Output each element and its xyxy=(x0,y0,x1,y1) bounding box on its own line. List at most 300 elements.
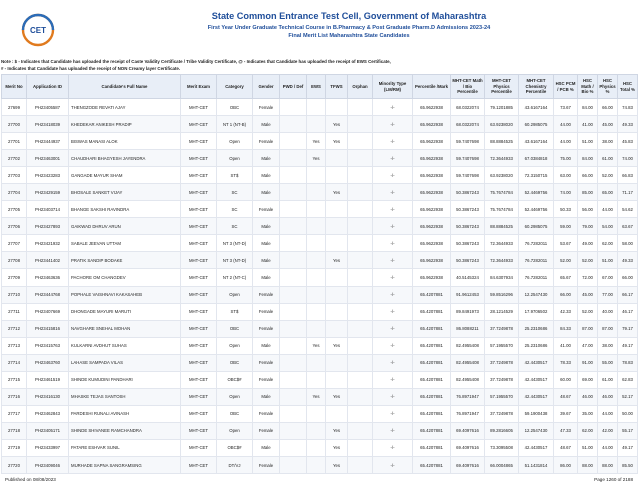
table-cell: 52.00 xyxy=(578,252,598,269)
table-cell: 42.33 xyxy=(554,303,578,320)
table-cell xyxy=(348,269,373,286)
table-cell: 87.00 xyxy=(598,320,618,337)
table-cell: 51.1431814 xyxy=(519,456,554,473)
table-cell xyxy=(307,218,326,235)
table-cell: NT 2 (NT-C) xyxy=(217,269,253,286)
table-row xyxy=(2,337,638,354)
table-cell: PH23441402 xyxy=(27,252,69,269)
table-cell: 65.4207881 xyxy=(413,422,451,439)
table-cell xyxy=(280,354,307,371)
table-cell: 60.2985075 xyxy=(519,116,554,133)
table-cell xyxy=(348,99,373,116)
table-cell: 38.00 xyxy=(598,133,618,150)
table-cell: MHT-CET xyxy=(181,133,217,150)
table-cell: 57.1955570 xyxy=(485,337,519,354)
table-cell: PH23418039 xyxy=(27,116,69,133)
table-cell: 76.8971947 xyxy=(451,405,485,422)
table-cell xyxy=(326,218,348,235)
table-cell xyxy=(280,371,307,388)
table-cell: 62.83 xyxy=(618,371,638,388)
table-cell: MHT-CET xyxy=(181,405,217,422)
table-cell: Female xyxy=(253,320,280,337)
table-cell: Open xyxy=(217,422,253,439)
table-row xyxy=(2,150,638,167)
table-cell: 88.00 xyxy=(598,456,618,473)
table-cell: 27715 xyxy=(2,371,27,388)
table-cell xyxy=(326,303,348,320)
table-cell xyxy=(326,371,348,388)
table-cell: Male xyxy=(253,337,280,354)
table-cell: PH23403714 xyxy=(27,201,69,218)
table-cell: Male xyxy=(253,116,280,133)
table-cell: MHT-CET xyxy=(181,201,217,218)
table-cell: PH23463760 xyxy=(27,354,69,371)
table-cell: PRATIK SANDIP BODAKE xyxy=(69,252,181,269)
table-cell: Yes xyxy=(326,388,348,405)
table-cell: 42.4430517 xyxy=(519,388,554,405)
table-cell: 27710 xyxy=(2,286,27,303)
table-cell: 66.17 xyxy=(618,286,638,303)
table-cell: 79.00 xyxy=(578,218,598,235)
table-cell: 78.33 xyxy=(554,354,578,371)
table-cell: 62.00 xyxy=(578,422,598,439)
column-header: MHT-CET Math / Bio Percentile xyxy=(451,75,485,99)
table-cell: NT 3 (NT-D) xyxy=(217,252,253,269)
table-cell: PH23409046 xyxy=(27,456,69,473)
table-cell: Male xyxy=(253,184,280,201)
table-cell: 52.17 xyxy=(618,388,638,405)
table-cell: 88.8884525 xyxy=(485,133,519,150)
table-cell: PH23463636 xyxy=(27,269,69,286)
table-cell: 59.8516296 xyxy=(485,286,519,303)
table-cell xyxy=(348,354,373,371)
table-cell xyxy=(348,337,373,354)
table-cell xyxy=(307,286,326,303)
table-cell: 42.4430517 xyxy=(519,354,554,371)
table-cell: 82.4955408 xyxy=(451,354,485,371)
table-cell: 37.7249878 xyxy=(485,354,519,371)
table-cell: 65.4207881 xyxy=(413,405,451,422)
table-cell: 74.00 xyxy=(618,150,638,167)
table-cell xyxy=(307,405,326,422)
table-cell: MHT-CET xyxy=(181,388,217,405)
table-row xyxy=(2,235,638,252)
table-cell: 65.00 xyxy=(598,184,618,201)
table-cell: 54.62 xyxy=(618,201,638,218)
table-cell: 88.00 xyxy=(578,456,598,473)
table-cell xyxy=(280,133,307,150)
table-cell: 27712 xyxy=(2,320,27,337)
table-cell: 27703 xyxy=(2,167,27,184)
table-cell xyxy=(280,286,307,303)
table-cell: 44.00 xyxy=(598,405,618,422)
table-cell: -/- xyxy=(373,252,413,269)
table-cell xyxy=(348,422,373,439)
table-cell: 76.7282011 xyxy=(519,235,554,252)
table-cell xyxy=(348,150,373,167)
table-cell: PH23433997 xyxy=(27,439,69,456)
table-cell: Female xyxy=(253,354,280,371)
table-cell: SC xyxy=(217,201,253,218)
table-cell: 43.6167164 xyxy=(519,99,554,116)
table-cell: 25.2310686 xyxy=(519,337,554,354)
table-cell: Male xyxy=(253,235,280,252)
table-cell: 45.00 xyxy=(598,116,618,133)
table-row xyxy=(2,116,638,133)
table-cell: Female xyxy=(253,99,280,116)
table-cell: 89.8491973 xyxy=(451,303,485,320)
table-cell: 65.9622938 xyxy=(413,99,451,116)
table-cell xyxy=(280,150,307,167)
table-cell xyxy=(348,167,373,184)
table-cell: 52.00 xyxy=(578,303,598,320)
table-cell: MHT-CET xyxy=(181,303,217,320)
table-cell: 63.9238020 xyxy=(485,116,519,133)
table-cell: Male xyxy=(253,269,280,286)
table-cell: PH23415816 xyxy=(27,320,69,337)
table-cell xyxy=(307,269,326,286)
table-cell: 65.67 xyxy=(554,269,578,286)
table-cell: 74.00 xyxy=(554,184,578,201)
table-cell xyxy=(348,388,373,405)
table-cell: 52.00 xyxy=(598,167,618,184)
table-cell: 65.9622938 xyxy=(413,116,451,133)
table-cell: GAIKWAD DHRUV ARUN xyxy=(69,218,181,235)
table-cell: 73.67 xyxy=(554,99,578,116)
column-header: Minority Type (LM/RM) xyxy=(373,75,413,99)
table-cell: 65.9622938 xyxy=(413,201,451,218)
table-cell: 66.00 xyxy=(618,269,638,286)
table-cell: 45.00 xyxy=(578,286,598,303)
table-cell xyxy=(348,218,373,235)
table-cell: 27700 xyxy=(2,116,27,133)
table-cell: 61.00 xyxy=(598,150,618,167)
table-cell: 76.8971947 xyxy=(451,388,485,405)
table-cell: PH23416130 xyxy=(27,388,69,405)
table-cell: Yes xyxy=(307,388,326,405)
table-cell: MHT-CET xyxy=(181,167,217,184)
table-cell: 82.4955408 xyxy=(451,337,485,354)
table-cell: -/- xyxy=(373,405,413,422)
table-cell: 45.83 xyxy=(618,133,638,150)
page-header xyxy=(0,0,638,58)
table-cell: 60.2985075 xyxy=(519,218,554,235)
table-cell: 44.00 xyxy=(554,116,578,133)
column-header: TFWS xyxy=(326,75,348,99)
column-header: Gender xyxy=(253,75,280,99)
table-cell xyxy=(280,201,307,218)
table-cell: 59.7407698 xyxy=(451,167,485,184)
table-cell: OBC xyxy=(217,354,253,371)
table-cell: Female xyxy=(253,371,280,388)
table-cell xyxy=(307,303,326,320)
table-cell: 49.33 xyxy=(618,116,638,133)
table-cell: MHT-CET xyxy=(181,99,217,116)
table-cell: Male xyxy=(253,218,280,235)
table-row xyxy=(2,354,638,371)
table-cell: 48.67 xyxy=(554,388,578,405)
merit-list-title: Final Merit List Maharashtra State Candidates xyxy=(288,33,410,39)
table-cell: PACHORE OM CHANGDEV xyxy=(69,269,181,286)
table-cell: OBC xyxy=(217,99,253,116)
table-cell: 41.00 xyxy=(578,116,598,133)
table-cell xyxy=(307,456,326,473)
table-cell: 79.1201885 xyxy=(485,99,519,116)
table-cell: 27705 xyxy=(2,201,27,218)
table-cell: NT 3 (NT-D) xyxy=(217,235,253,252)
table-cell: 49.17 xyxy=(618,439,638,456)
table-cell: OBC$# xyxy=(217,439,253,456)
table-cell: 65.9622938 xyxy=(413,269,451,286)
table-row xyxy=(2,218,638,235)
table-cell: 27719 xyxy=(2,439,27,456)
table-cell: 84.00 xyxy=(578,150,598,167)
table-cell: 51.00 xyxy=(578,439,598,456)
table-cell: 67.00 xyxy=(598,269,618,286)
table-cell: OBC xyxy=(217,405,253,422)
table-cell: 46.00 xyxy=(598,388,618,405)
table-cell xyxy=(348,235,373,252)
column-header: PWD / Def xyxy=(280,75,307,99)
table-cell: BHOSALE SANKET VIJAY xyxy=(69,184,181,201)
table-cell: PH23444937 xyxy=(27,133,69,150)
table-cell: 63.00 xyxy=(554,167,578,184)
table-cell: Female xyxy=(253,303,280,320)
page-number: Page 1260 of 2188 xyxy=(594,477,633,482)
table-cell: 27707 xyxy=(2,235,27,252)
table-cell: 39.67 xyxy=(554,405,578,422)
table-cell: 69.4097616 xyxy=(451,439,485,456)
table-cell xyxy=(348,116,373,133)
table-cell: 65.9622938 xyxy=(413,218,451,235)
table-cell: Yes xyxy=(326,133,348,150)
table-cell: 65.4207881 xyxy=(413,456,451,473)
table-cell: 38.00 xyxy=(598,337,618,354)
table-cell xyxy=(280,439,307,456)
table-cell: 27706 xyxy=(2,218,27,235)
table-cell: 72.3644933 xyxy=(485,252,519,269)
table-cell: -/- xyxy=(373,286,413,303)
table-cell xyxy=(307,439,326,456)
table-cell: 86.8088211 xyxy=(451,320,485,337)
table-cell: 49.00 xyxy=(578,235,598,252)
table-cell: -/- xyxy=(373,167,413,184)
table-row xyxy=(2,286,638,303)
table-cell: -/- xyxy=(373,99,413,116)
table-cell: 65.4207881 xyxy=(413,354,451,371)
table-cell: Yes xyxy=(326,456,348,473)
table-cell: 65.9622938 xyxy=(413,150,451,167)
table-cell: PH23461519 xyxy=(27,371,69,388)
table-cell: Yes xyxy=(326,184,348,201)
table-cell: Open xyxy=(217,337,253,354)
table-cell: PH23463001 xyxy=(27,150,69,167)
table-cell: 72.3644933 xyxy=(485,235,519,252)
table-cell: 57.1955570 xyxy=(485,388,519,405)
table-cell: Yes xyxy=(307,133,326,150)
table-cell: MHT-CET xyxy=(181,371,217,388)
table-cell: 44.00 xyxy=(598,439,618,456)
table-cell: 68.0322074 xyxy=(451,116,485,133)
table-cell: MHASKE TEJAS SANTOSH xyxy=(69,388,181,405)
table-cell: MHT-CET xyxy=(181,235,217,252)
table-cell: 65.9622938 xyxy=(413,167,451,184)
table-cell: 54.00 xyxy=(598,218,618,235)
column-header: Merit Exam xyxy=(181,75,217,99)
column-header: Candidate's Full Name xyxy=(69,75,181,99)
table-cell xyxy=(280,320,307,337)
table-cell xyxy=(307,201,326,218)
table-row xyxy=(2,303,638,320)
table-cell: Female xyxy=(253,201,280,218)
table-cell: SABALE JEEVAN UTTAM xyxy=(69,235,181,252)
table-header-row xyxy=(2,75,638,99)
table-cell: SC xyxy=(217,218,253,235)
table-cell: 51.00 xyxy=(578,133,598,150)
table-cell: MHT-CET xyxy=(181,286,217,303)
table-cell xyxy=(280,269,307,286)
table-cell: 59.7407698 xyxy=(451,133,485,150)
table-cell: Open xyxy=(217,133,253,150)
table-cell: SC xyxy=(217,184,253,201)
table-cell: 89.2816605 xyxy=(485,422,519,439)
table-cell: -/- xyxy=(373,269,413,286)
table-cell: 42.4430517 xyxy=(519,439,554,456)
table-cell: 65.4207881 xyxy=(413,439,451,456)
table-cell: -/- xyxy=(373,439,413,456)
table-cell xyxy=(280,167,307,184)
table-cell: 65.4207881 xyxy=(413,337,451,354)
table-cell: 63.67 xyxy=(618,218,638,235)
table-cell: 27718 xyxy=(2,422,27,439)
table-cell xyxy=(348,405,373,422)
table-cell: 78.83 xyxy=(618,354,638,371)
table-cell: Female xyxy=(253,133,280,150)
table-cell: 47.00 xyxy=(578,337,598,354)
table-cell: 86.00 xyxy=(554,456,578,473)
note-line: # - Indicates that Candidate has uploaded the receipt of NON Creamy layer Certificate. xyxy=(1,66,181,71)
table-cell: 72.3644933 xyxy=(485,150,519,167)
table-cell: MHT-CET xyxy=(181,439,217,456)
table-cell: DT/VJ xyxy=(217,456,253,473)
table-cell: 65.9622938 xyxy=(413,184,451,201)
table-cell: 69.4097616 xyxy=(451,422,485,439)
table-cell: 12.2547430 xyxy=(519,422,554,439)
table-cell xyxy=(326,286,348,303)
table-cell: BISWAS MANASI ALOK xyxy=(69,133,181,150)
table-row xyxy=(2,184,638,201)
table-cell: 59.7407698 xyxy=(451,150,485,167)
table-cell: 84.6307934 xyxy=(485,269,519,286)
table-cell: KULKARNI AVDHUT SUHAS xyxy=(69,337,181,354)
table-cell xyxy=(326,99,348,116)
table-cell: PH23427893 xyxy=(27,218,69,235)
table-cell xyxy=(307,167,326,184)
table-cell: Yes xyxy=(326,252,348,269)
table-cell: 27720 xyxy=(2,456,27,473)
column-header: MHT-CET Physics Percentile xyxy=(485,75,519,99)
table-cell: 88.8884525 xyxy=(485,218,519,235)
table-cell: 65.4207881 xyxy=(413,286,451,303)
table-cell: 42.4430517 xyxy=(519,371,554,388)
table-cell: MHT-CET xyxy=(181,422,217,439)
published-date: Published on 08/08/2023 xyxy=(5,477,56,482)
table-cell: 82.4955408 xyxy=(451,371,485,388)
table-cell: 50.3867243 xyxy=(451,252,485,269)
table-cell: 51.00 xyxy=(598,252,618,269)
table-cell: 40.00 xyxy=(598,303,618,320)
table-cell: MHT-CET xyxy=(181,337,217,354)
table-cell: NT 1 (NT-B) xyxy=(217,116,253,133)
table-cell: Open xyxy=(217,286,253,303)
table-cell: 43.6167164 xyxy=(519,133,554,150)
table-cell: -/- xyxy=(373,133,413,150)
table-cell xyxy=(280,218,307,235)
table-cell xyxy=(280,116,307,133)
table-cell xyxy=(348,184,373,201)
table-cell xyxy=(280,388,307,405)
table-row xyxy=(2,320,638,337)
table-cell xyxy=(307,184,326,201)
table-cell: 75.00 xyxy=(554,150,578,167)
table-cell: 17.9706502 xyxy=(519,303,554,320)
table-cell: PH23407669 xyxy=(27,303,69,320)
table-cell xyxy=(280,405,307,422)
table-cell: ST$ xyxy=(217,303,253,320)
table-cell: 48.67 xyxy=(554,439,578,456)
column-header: Application ID xyxy=(27,75,69,99)
table-cell: MHT-CET xyxy=(181,456,217,473)
table-cell xyxy=(280,235,307,252)
table-cell: MHT-CET xyxy=(181,269,217,286)
table-cell: 27711 xyxy=(2,303,27,320)
table-cell xyxy=(326,201,348,218)
table-cell: Yes xyxy=(326,116,348,133)
table-cell xyxy=(326,320,348,337)
table-cell: 27701 xyxy=(2,133,27,150)
table-cell: 27717 xyxy=(2,405,27,422)
table-row xyxy=(2,269,638,286)
table-cell: -/- xyxy=(373,422,413,439)
table-body xyxy=(2,99,638,474)
table-cell xyxy=(280,99,307,116)
table-cell: 84.33 xyxy=(554,320,578,337)
table-cell xyxy=(307,371,326,388)
table-cell: 46.00 xyxy=(578,388,598,405)
table-cell: 50.33 xyxy=(554,201,578,218)
table-cell: 59.1900438 xyxy=(519,405,554,422)
table-cell: 79.17 xyxy=(618,320,638,337)
table-cell: Yes xyxy=(326,422,348,439)
table-row xyxy=(2,201,638,218)
table-cell: 62.00 xyxy=(598,235,618,252)
table-row xyxy=(2,388,638,405)
table-cell: Female xyxy=(253,405,280,422)
table-cell: 71.17 xyxy=(618,184,638,201)
table-cell: 65.9622938 xyxy=(413,235,451,252)
table-cell: 75.7674784 xyxy=(485,184,519,201)
table-cell: -/- xyxy=(373,371,413,388)
table-cell: GANGADE MAYUR SHAM xyxy=(69,167,181,184)
table-cell: 27708 xyxy=(2,252,27,269)
column-header: HSC Total % xyxy=(618,75,638,99)
table-cell: 69.4097616 xyxy=(451,456,485,473)
notes-section xyxy=(0,58,638,72)
table-cell: PH23405587 xyxy=(27,99,69,116)
table-row xyxy=(2,371,638,388)
table-row xyxy=(2,422,638,439)
table-cell: PARDESHI RUNALI AVINASH xyxy=(69,405,181,422)
